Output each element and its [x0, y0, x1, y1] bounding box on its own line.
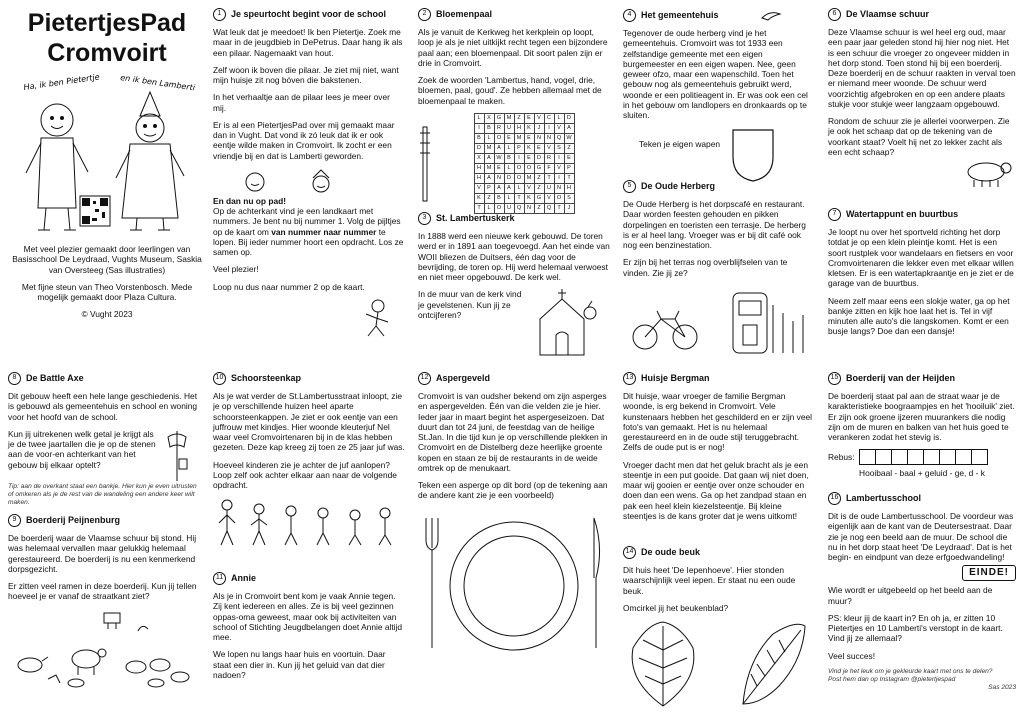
section-title: Watertappunt en buurtbus [846, 209, 959, 220]
word-search-cell[interactable]: E [524, 113, 534, 123]
section-number: 15 [828, 372, 841, 385]
word-search-cell[interactable]: E [504, 133, 514, 143]
word-search-cell[interactable]: V [554, 163, 564, 173]
rebus-box[interactable] [875, 449, 891, 465]
section-title: Boerderij van der Heijden [846, 373, 956, 384]
section-16 [828, 492, 1016, 692]
section-title: Lambertusschool [846, 493, 922, 504]
word-search-cell[interactable]: A [484, 173, 494, 183]
word-search-cell[interactable]: L [484, 133, 494, 143]
section-15 [828, 372, 1016, 486]
word-search-cell[interactable]: J [564, 203, 574, 213]
s1-paragraph-7: Loop nu dus naar nummer 2 op de kaart. [213, 281, 365, 292]
word-search-cell[interactable]: D [504, 173, 514, 183]
word-search-cell[interactable]: W [494, 153, 504, 163]
s2-paragraph-1: Als je vanuit de Kerkweg het kerkplein op loopt, loop je als je niet uitkijkt recht tegen een bijzondere paal aan; een bloemenpaal. Dit soort palen zijn er drie in Cromvoirt. [418, 27, 608, 68]
word-search-cell[interactable]: O [494, 133, 504, 143]
word-search-cell[interactable]: X [474, 153, 484, 163]
word-search-cell[interactable]: Z [534, 203, 544, 213]
section-3-heading [418, 212, 610, 225]
word-search-cell[interactable]: K [474, 193, 484, 203]
section-10 [213, 372, 405, 549]
s11-paragraph-1: Als je in Cromvoirt bent kom je vaak Annie tegen. Zij kent iedereen en alles. Ze is bij veel gezinnen oppas-oma geweest, maar ook bij activiteiten van school of Stichting Jeugdbelangen doet Annie altijd mee. [213, 591, 403, 642]
rebus-box[interactable] [923, 449, 939, 465]
word-search-cell[interactable]: Z [484, 193, 494, 203]
word-search-cell[interactable]: T [554, 203, 564, 213]
title-line-2: Cromvoirt [47, 39, 167, 67]
word-search-cell[interactable]: G [494, 113, 504, 123]
section-12-heading [418, 372, 610, 385]
section-3 [418, 212, 610, 359]
s5-paragraph-1: De Oude Herberg is het dorpscafé en restaurant. Daar worden feesten gehouden en pikken dorpelingen en toeristen een terrasje. De herberg is er al heel lang. Vroeger was er bij dit café ook nog een benzinestation. [623, 199, 806, 250]
s8-paragraph-1: Dit gebouw heeft een hele lange geschiedenis. Het is gebouwd als gemeentehuis en school en woning voor het hoofd van de school. [8, 391, 198, 422]
s13-paragraph-1: Dit huisje, waar vroeger de familie Bergman woonde, is erg bekend in Cromvoirt. Vele kunstenaars hebben het geschilderd en er zijn veel foto's van gemaakt. Het is nu helemaal gerestaureerd en in de oude stijl teruggebracht. Zelfs de oude put is er nog! [623, 391, 813, 453]
leaf-option-right[interactable] [733, 620, 813, 710]
section-title: De Battle Axe [26, 373, 84, 384]
section-6-heading [828, 8, 1016, 21]
word-search-cell[interactable]: Q [514, 203, 524, 213]
word-search-cell[interactable]: N [534, 133, 544, 143]
section-title: Boerderij Peijnenburg [26, 515, 121, 526]
word-search-cell[interactable]: M [484, 163, 494, 173]
s7-paragraph-1: Je loopt nu over het sportveld richting het dorp totdat je op een klein pleintje komt. Het is een soort rustplek voor wandelaars en fietsers en voor Cromvoirtenaren die lekker even met elkaar willen kletsen. Er is een watertapkraantje en je ziet er de garage van de buurtbus. [828, 227, 1014, 289]
word-search-row [474, 133, 574, 143]
intro-credits-2: Met fijne steun van Theo Vorstenbosch. Mede mogelijk gemaakt door Plaza Cultura. [21, 281, 193, 302]
word-search-row [474, 193, 574, 203]
word-search-cell[interactable]: M [504, 113, 514, 123]
section-14 [623, 546, 813, 710]
section-11 [213, 572, 405, 687]
word-search-cell[interactable]: V [544, 143, 554, 153]
section-1-heading [213, 8, 405, 21]
section-11-heading [213, 572, 405, 585]
pietertje-caption: Ha, ik ben Pietertje [23, 72, 101, 92]
word-search-cell[interactable]: Z [564, 143, 574, 153]
rebus-row [828, 449, 1016, 465]
word-search-cell[interactable]: L [514, 183, 524, 193]
rebus-box[interactable] [955, 449, 971, 465]
s12-paragraph-1: Cromvoirt is van oudsher bekend om zijn asperges en aspergevelden. Één van die velden zie je hier. Ieder jaar in maart begint het aspergeseizoen. Dat duurt dan tot 24 juni, de feestdag van de heilige St.Jan. In die tijd kun je op verschillende plekken in Cromvoirt en de Distelberg deze heerlijke groente kopen en staan ze bij de restaurants in de weide omtrek op de menukaart. [418, 391, 608, 473]
section-15-heading [828, 372, 1016, 385]
word-search-cell[interactable]: B [474, 133, 484, 143]
word-search-cell[interactable]: O [514, 163, 524, 173]
word-search-cell[interactable]: B [494, 193, 504, 203]
einde-banner: EINDE! [962, 565, 1016, 581]
word-search-cell[interactable]: C [544, 113, 554, 123]
word-search-cell[interactable]: L [474, 113, 484, 123]
word-search-cell[interactable]: X [484, 113, 494, 123]
word-search-cell[interactable]: V [524, 183, 534, 193]
s1-paragraph-3: In het verhaaltje aan de pilaar lees je meer over mij. [213, 92, 390, 113]
section-number: 8 [8, 372, 21, 385]
word-search-cell[interactable]: V [474, 183, 484, 193]
section-title: De Vlaamse schuur [846, 9, 930, 20]
s3-paragraph-2: In de muur van de kerk vind je gevelstenen. Kun jij ze ontcijferen? [418, 289, 522, 320]
word-search-cell[interactable]: A [494, 183, 504, 193]
word-search-row [474, 153, 574, 163]
coat-of-arms-shield[interactable] [730, 127, 776, 183]
s8-paragraph-2: Kun jij uitrekenen welk getal je krijgt als je de twee jaartallen die je op de stenen aan de voor-en achterkant van het gebouw bij elkaar optelt? [8, 428, 156, 470]
footer-line-1: Vind je het leuk om je gekleurde kaart met ons te delen? [828, 667, 993, 675]
word-search-cell[interactable]: M [484, 143, 494, 153]
church-drawing [532, 289, 602, 359]
word-search-cell[interactable]: N [554, 183, 564, 193]
word-search-cell[interactable]: A [484, 153, 494, 163]
s16-paragraph-1: Dit is de oude Lambertusschool. De voordeur was eigenlijk aan de kant van de Deutersestraat. Daar zie je nog een beeld aan de muur. De school die nu in het dorp staat heet 'De Leydraad'. Dat is het begin- en eindpunt van deze erfgoedwandeling! [828, 511, 1014, 562]
word-search-cell[interactable]: Z [534, 183, 544, 193]
s2-paragraph-2: Zoek de woorden 'Lambertus, hand, vogel, drie, bloemen, paal, goud'. Ze hebben allemaal met de bloemenpaal te maken. [418, 75, 602, 106]
two-faces-drawing [213, 168, 403, 196]
word-search-cell[interactable]: T [514, 193, 524, 203]
word-search-cell[interactable]: Q [544, 203, 554, 213]
section-title: Aspergeveld [436, 373, 491, 384]
rebus-answer-boxes[interactable] [859, 449, 988, 465]
s1-paragraph-4: Er is al een PietertjesPad over mij gemaakt maar dan in Vught. Dat vond ik zó leuk dat ik er ook eentje wilde maken in Cromvoirt. Ik zocht er een vriendje bij en dat is Lamberti geworden. [213, 119, 395, 161]
section-title: Schoorsteenkap [231, 373, 302, 384]
section-number: 16 [828, 492, 841, 505]
s16-paragraph-4: Veel succes! [828, 650, 876, 661]
word-search-cell[interactable]: U [504, 123, 514, 133]
qr-code [80, 196, 110, 226]
section-5-heading [623, 180, 813, 193]
word-search-cell[interactable]: I [544, 123, 554, 133]
intro-panel [12, 8, 202, 327]
word-search-cell[interactable]: E [534, 143, 544, 153]
word-search-cell[interactable]: H [474, 163, 484, 173]
section-number: 2 [418, 8, 431, 21]
word-search-cell[interactable]: K [524, 123, 534, 133]
word-search-cell[interactable]: P [484, 183, 494, 193]
rebus-box[interactable] [859, 449, 875, 465]
section-2 [418, 8, 610, 224]
word-search-row [474, 173, 574, 183]
section-16-heading [828, 492, 1016, 505]
word-search-cell[interactable]: G [534, 163, 544, 173]
word-search-cell[interactable]: N [544, 133, 554, 143]
s7-paragraph-2: Neem zelf maar eens een slokje water, ga op het bankje zitten en kijk hoe laat het is. Tel in vijf minuten alle auto's die langskomen. Komt er een busje langs? Doe dan een dansje! [828, 295, 1010, 337]
section-10-heading [213, 372, 405, 385]
s14-paragraph-1: Dit huis heet 'De Iepenhoeve'. Hier stonden waarschijnlijk veel iepen. Er staat nu een oude beuk. [623, 565, 796, 596]
section-title: De Oude Herberg [641, 181, 716, 192]
word-search-cell[interactable]: D [564, 113, 574, 123]
s9-paragraph-2: Er zitten veel ramen in deze boerderij. Kun jij tellen hoeveel je er vanaf de straatkant ziet? [8, 581, 197, 602]
word-search-cell[interactable]: J [534, 123, 544, 133]
word-search-cell[interactable]: K [524, 193, 534, 203]
section-1 [213, 8, 405, 299]
word-search-cell[interactable]: A [494, 143, 504, 153]
battle-axe-icon [164, 429, 190, 483]
word-search-cell[interactable]: B [484, 123, 494, 133]
word-search-cell[interactable]: B [504, 153, 514, 163]
section-6 [828, 8, 1016, 188]
section-number: 7 [828, 208, 841, 221]
rebus-box[interactable] [939, 449, 955, 465]
section-8-heading [8, 372, 200, 385]
section-5 [623, 180, 813, 355]
s9-paragraph-1: De boerderij waar de Vlaamse schuur bij stond. Hij was helemaal vervallen maar gelukkig helemaal gerestaureerd. De boerderij is nu een kenmerkend dorpsgezicht. [8, 533, 197, 574]
rebus-hint: Hooibaal - baal + geluid - ge, d - k [859, 468, 985, 479]
word-search-cell[interactable]: U [504, 203, 514, 213]
section-14-heading [623, 546, 813, 559]
section-number: 3 [418, 212, 431, 225]
s3-paragraph-1: In 1888 werd een nieuwe kerk gebouwd. De toren werd er in 1891 aan toegevoegd. Aan het einde van WOII bliezen de Duitsers, één dag voor de bevrijding, de toren op. Hij werd helemaal verwoest en niet meer opgebouwd. De kerk wel. [418, 231, 610, 282]
rebus-box[interactable] [971, 449, 988, 465]
word-search-cell[interactable]: M [524, 173, 534, 183]
section-title: Het gemeentehuis [641, 9, 719, 20]
word-search-cell[interactable]: V [544, 193, 554, 203]
word-search-row [474, 163, 574, 173]
word-search-cell[interactable]: L [484, 203, 494, 213]
word-search-cell[interactable]: S [554, 143, 564, 153]
section-12 [418, 372, 610, 658]
word-search-cell[interactable]: S [564, 193, 574, 203]
section-title: De oude beuk [641, 547, 701, 558]
word-search-cell[interactable]: R [494, 123, 504, 133]
section-number: 4 [623, 9, 636, 22]
section-8 [8, 372, 200, 514]
flower-pole-icon [418, 123, 432, 203]
s4-wapen-label: Teken je eigen wapen [639, 139, 721, 150]
lamberti-caption: en ik ben Lamberti [119, 73, 196, 93]
s16-paragraph-2: Wie wordt er uitgebeeld op het beeld aan de muur? [828, 585, 993, 606]
s14-paragraph-2: Omcirkel jij het beukenblad? [623, 602, 729, 613]
section-number: 6 [828, 8, 841, 21]
s11-paragraph-2: We lopen nu langs haar huis en voortuin. Daar staat een dier in. Kun jij het geluid van dat dier nadoen? [213, 649, 386, 680]
word-search-cell[interactable]: M [514, 133, 524, 143]
word-search-cell[interactable]: L [504, 163, 514, 173]
main-title [12, 8, 202, 68]
word-search-cell[interactable]: I [554, 153, 564, 163]
word-search-row [474, 113, 574, 123]
word-search-cell[interactable]: V [554, 123, 564, 133]
section-number: 5 [623, 180, 636, 193]
s10-paragraph-2: Hoeveel kinderen zie je achter de juf aanlopen? Loop zelf ook achter elkaar aan naar de volgende opdracht. [213, 459, 397, 490]
word-search-cell[interactable]: P [514, 143, 524, 153]
word-search-cell[interactable]: H [564, 183, 574, 193]
word-search-cell[interactable]: D [474, 143, 484, 153]
word-search-cell[interactable]: E [524, 153, 534, 163]
s1-paragraph-5: Op de achterkant vind je een landkaart met nummers. Je bent nu bij nummer 1. Volg de pijltjes op de kaart om van nummer naar nummer te lopen. Bij ieder nummer hoort een opdracht. Los ze samen op. [213, 206, 404, 257]
word-search-cell[interactable]: F [544, 163, 554, 173]
s4-paragraph-1: Tegenover de oude herberg vind je het gemeentehuis. Cromvoirt was tot 1933 een zelfstandige gemeente met een eigen burgemeester en een eigen wapen. Nee, geen geweer ofzo, maar een wapenschild. Toen het gebouw nog als gemeentehuis gebruikt werd, woonde er een politieagent in. Er was ook een cel in het gebouw om landlopers en dronkaards op te sluiten. [623, 28, 808, 120]
leaf-option-left[interactable] [623, 620, 703, 710]
word-search-cell[interactable]: G [534, 193, 544, 203]
word-search-cell[interactable]: H [514, 123, 524, 133]
intro-copyright: © Vught 2023 [81, 309, 133, 320]
word-search-cell[interactable]: T [544, 173, 554, 183]
s16-paragraph-3: PS: kleur jij de kaart in? En oh ja, er zitten 10 Pietertjes en 10 Lamberti's verstopt in de kaart. Vind jij ze allemaal? [828, 612, 1003, 644]
s1-paragraph-2: Zelf woon ik boven die pilaar. Je ziet mij niet, want mijn huisje zit nog bóven die bakstenen. [213, 64, 399, 85]
section-number: 10 [213, 372, 226, 385]
word-search-cell[interactable]: Z [534, 173, 544, 183]
word-search-cell[interactable]: D [534, 153, 544, 163]
word-search-cell[interactable]: V [534, 113, 544, 123]
word-search-row [474, 183, 574, 193]
section-number: 9 [8, 514, 21, 527]
section-number: 11 [213, 572, 226, 585]
word-search-cell[interactable]: E [494, 163, 504, 173]
word-search-cell[interactable]: I [474, 123, 484, 133]
section-title: Annie [231, 573, 257, 584]
word-search-cell[interactable]: I [514, 153, 524, 163]
section-title: Bloemenpaal [436, 9, 493, 20]
section-2-heading [418, 8, 610, 21]
rebus-label: Rebus: [828, 452, 855, 463]
word-search-cell[interactable]: P [564, 163, 574, 173]
section-7 [828, 208, 1016, 344]
s15-paragraph-1: De boerderij staat pal aan de straat waar je de karakteristieke boograampjes en het 'hooiluik' ziet. Er zijn ook groene ijzeren muurankers die nodig zijn om de muren en balken van het huis goed te verankeren zodat het stevig is. [828, 391, 1015, 442]
teacher-and-children-drawing [213, 497, 403, 549]
section-title: St. Lambertuskerk [436, 213, 515, 224]
section-4-heading [623, 8, 813, 22]
word-search-cell[interactable]: O [524, 163, 534, 173]
section-number: 12 [418, 372, 431, 385]
lamberti-figure [116, 92, 184, 230]
rebus-box[interactable] [891, 449, 907, 465]
word-search-cell[interactable]: R [544, 153, 554, 163]
farm-animals-drawing [8, 609, 200, 689]
s8-tip: Tip: aan de overkant staat een bankje. Hier kun je even uitrusten of omkeren als je de rest van de wandeling een andere keer wilt maken. [8, 482, 197, 506]
s1-paragraph-1: Wat leuk dat je meedoet! Ik ben Pietertje. Zoek me maar in de jeugdbieb in DePetrus. Daar hang ik als een pilaar. Nagemaakt van hout. [213, 27, 403, 58]
word-search-cell[interactable]: L [504, 193, 514, 203]
s13-paragraph-2: Vroeger dacht men dat het geluk bracht als je een steentje in een put gooide. Dat gaan wij niet doen, maar wij gooien er eentje over onze schouder en doen dan een wens. Ga op het zandpad staan en pak een heel klein kiezelsteentje. Bij kleine steentjes is de kans groter dat je wens uitkomt! [623, 459, 809, 521]
title-line-1: PietertjesPad [27, 9, 187, 37]
bicycle-and-pump-drawing [623, 285, 809, 355]
word-search-cell[interactable]: Q [554, 133, 564, 143]
s1-paragraph-6: Veel plezier! [213, 264, 259, 275]
word-search-cell[interactable]: U [544, 183, 554, 193]
section-9-heading [8, 514, 200, 527]
word-search-cell[interactable]: T [564, 173, 574, 183]
word-search-grid [474, 113, 575, 214]
s10-paragraph-1: Als je wat verder de St.Lambertusstraat inloopt, zie je op verschillende huizen heel aparte schoorsteenkappen. Je ziet er ook eentje van een juffrouw met kindjes. Hier woonde kleuterjuf Nel waar veel Cromvoirtenaren bij in de klas hebben gezeten. Deze kap kreeg zij toen ze 25 jaar juf was. [213, 391, 405, 453]
word-search-cell[interactable]: A [504, 183, 514, 193]
word-search-cell[interactable]: H [474, 173, 484, 183]
word-search-cell[interactable]: Z [514, 113, 524, 123]
running-child-drawing [348, 298, 408, 338]
s12-paragraph-2: Teken een asperge op dit bord (op de tekening aan de andere kant zie je een voorbeeld) [418, 480, 608, 501]
word-search-cell[interactable]: O [554, 193, 564, 203]
rebus-box[interactable] [907, 449, 923, 465]
pietertje-lamberti-drawing [12, 68, 202, 238]
word-search-row [474, 143, 574, 153]
section-number: 14 [623, 546, 636, 559]
word-search-cell[interactable]: K [524, 143, 534, 153]
word-search-cell[interactable]: N [524, 203, 534, 213]
word-search-cell[interactable]: E [524, 133, 534, 143]
word-search-cell[interactable]: I [554, 173, 564, 183]
signature: Sas 2023 [988, 684, 1016, 691]
footer-line-2: Post hem dan op Instagram @pietertjespad [828, 675, 956, 683]
word-search-cell[interactable]: A [564, 123, 574, 133]
bird-icon [760, 8, 782, 22]
section-9 [8, 514, 200, 689]
section-number: 13 [623, 372, 636, 385]
word-search-cell[interactable]: W [564, 133, 574, 143]
section-number: 1 [213, 8, 226, 21]
section-title: Je speurtocht begint voor de school [231, 9, 387, 20]
s1-subheading: En dan nu op pad! [213, 195, 287, 206]
word-search-cell[interactable]: O [494, 203, 504, 213]
intro-credits-1: Met veel plezier gemaakt door leerlingen van Basisschool De Leydraad, Vughts Museum, Saskia van Oversteeg (Sas illustraties) [12, 244, 202, 275]
word-search-cell[interactable]: L [554, 113, 564, 123]
s6-paragraph-2: Rondom de schuur zie je allerlei voorwerpen. Zie je ook het schaap dat op de tekening van de voorkant staat? Voelt hij net zo lekker zacht als een echt schaap? [828, 116, 1010, 157]
word-search-cell[interactable]: E [564, 153, 574, 163]
plate-with-cutlery-drawing[interactable] [418, 508, 610, 658]
section-13 [623, 372, 813, 528]
s6-paragraph-1: Deze Vlaamse schuur is wel heel erg oud, maar een paar jaar geleden stond hij hier nog niet. Het is een schuur die vroeger zo ongeveer midden in het dorp stond. Toen stond hij bij een boerderij. Deze boerderij en de schuur raakten in verval toen er niemand meer woonde. De schuur werd voorzichtig afgebroken en op een andere plaats stukje voor stukje weer langzaam opgebouwd. [828, 27, 1016, 109]
s5-paragraph-2: Er zijn bij het terras nog overblijfselen van te vinden. Zie jij ze? [623, 257, 788, 278]
section-title: Huisje Bergman [641, 373, 710, 384]
word-search-cell[interactable]: T [474, 203, 484, 213]
section-13-heading [623, 372, 813, 385]
word-search-cell[interactable]: N [494, 173, 504, 183]
sheep-drawing [956, 158, 1016, 188]
section-7-heading [828, 208, 1016, 221]
word-search-row [474, 123, 574, 133]
pietertje-figure [26, 104, 88, 230]
word-search-cell[interactable]: L [504, 143, 514, 153]
section-4 [623, 8, 813, 183]
word-search-cell[interactable]: O [514, 173, 524, 183]
